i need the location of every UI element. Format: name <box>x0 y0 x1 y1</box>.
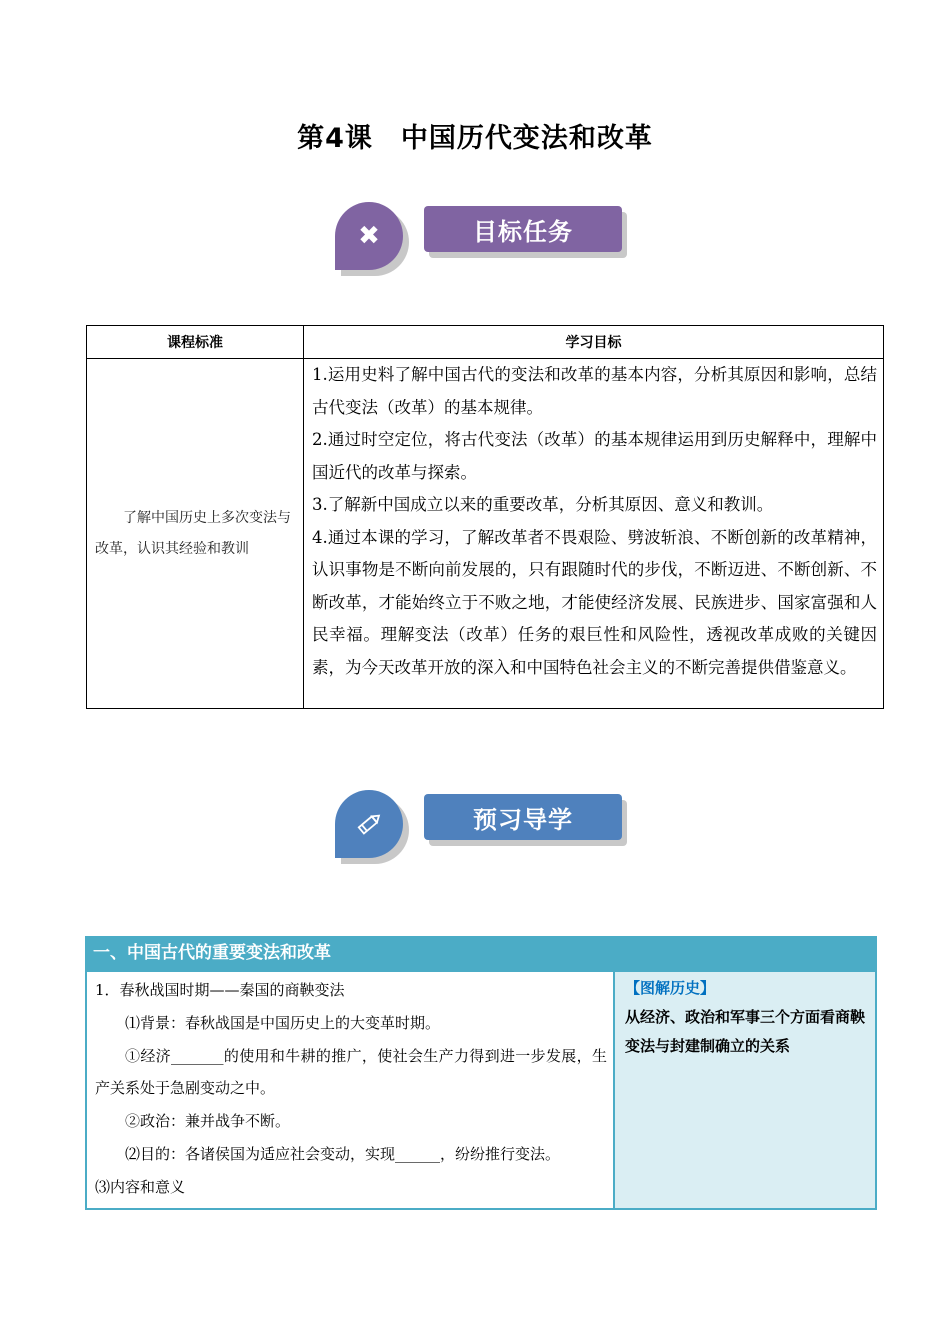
objective-1: 1.运用史料了解中国古代的变法和改革的基本内容，分析其原因和影响，总结古代变法（改革）的基本规律。 <box>312 365 877 417</box>
goals-table-row <box>87 359 884 709</box>
close-icon: ✖ <box>335 202 403 270</box>
side-note-tag: 【图解历史】 <box>625 979 716 997</box>
content-line: ②政治：兼并战争不断。 <box>125 1112 291 1131</box>
content-line: ⑶内容和意义 <box>95 1177 186 1196</box>
course-standard: 了解中国历史上多次变法与改革，认识其经验和教训 <box>87 359 304 709</box>
content-line: ①经济_______的使用和牛耕的推广，使社会生产力得到进一步发展，生产关系处于急剧变动之中。 <box>95 1046 607 1098</box>
preview-banner <box>335 790 635 870</box>
study-table-row <box>86 971 876 1209</box>
study-table <box>85 936 877 1210</box>
goals-table-header <box>87 326 884 359</box>
header-standard: 课程标准 <box>87 326 304 359</box>
section-title: 一、中国古代的重要变法和改革 <box>86 937 614 971</box>
page-title: 第4课 中国历代变法和改革 <box>297 123 653 154</box>
header-objectives: 学习目标 <box>304 326 884 359</box>
side-note <box>614 971 876 1209</box>
content-line: ⑵目的：各诸侯国为适应社会变动，实现______，纷纷推行变法。 <box>125 1144 561 1163</box>
objective-3: 3.了解新中国成立以来的重要改革，分析其原因、意义和教训。 <box>312 495 774 514</box>
study-table-header <box>86 937 876 971</box>
preview-banner-label: 预习导学 <box>424 794 622 840</box>
side-note-text: 从经济、政治和军事三个方面看商鞅变法与封建制确立的关系 <box>625 1008 866 1055</box>
side-header <box>614 937 876 971</box>
content-line: ⑴背景：春秋战国是中国历史上的大变革时期。 <box>125 1013 441 1032</box>
objective-2: 2.通过时空定位，将古代变法（改革）的基本规律运用到历史解释中，理解中国近代的改革与探索。 <box>312 430 877 482</box>
pencil-icon <box>335 790 403 858</box>
goals-banner-label: 目标任务 <box>424 206 622 252</box>
learning-objectives <box>304 359 884 709</box>
goals-banner <box>335 202 635 282</box>
objective-4: 4.通过本课的学习，了解改革者不畏艰险、劈波斩浪、不断创新的改革精神，认识事物是不断向前发展的，只有跟随时代的步伐，不断迈进、不断创新、不断改革，才能始终立于不败之地，才能使经济发展、民族进步、国家富强和人民幸福。理解变法（改革）任务的艰巨性和风险性，透视改革成败的关键因素，为今天改革开放的深入和中国特色社会主义的不断完善提供借鉴意义。 <box>312 527 877 677</box>
content-line: 1．春秋战国时期——秦国的商鞅变法 <box>95 981 345 999</box>
study-content <box>86 971 614 1209</box>
goals-table <box>86 325 884 709</box>
